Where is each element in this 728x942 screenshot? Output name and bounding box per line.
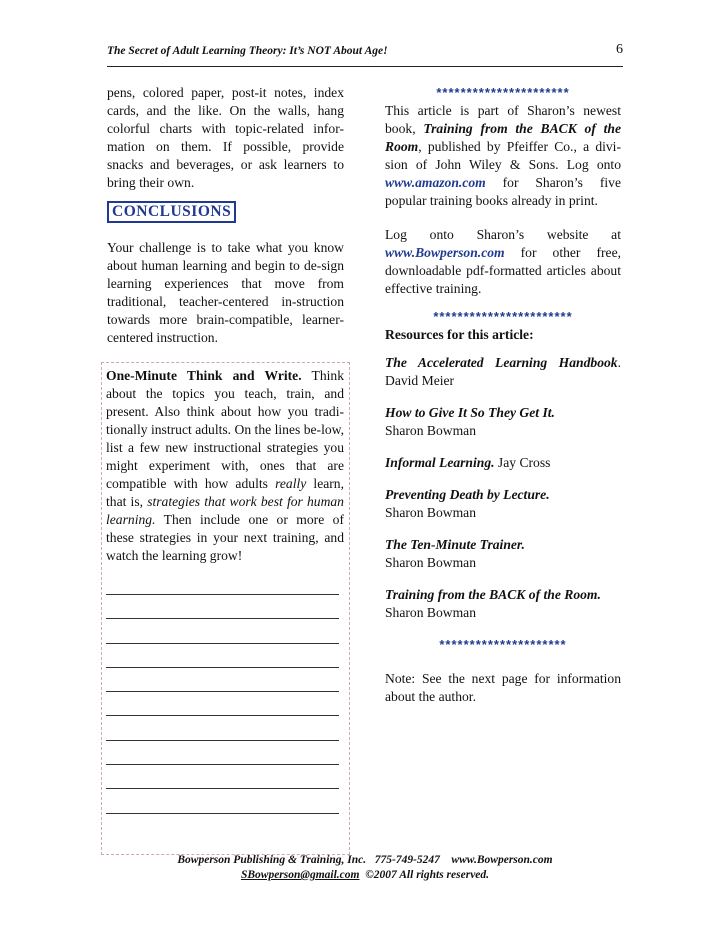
writing-line[interactable] (106, 668, 339, 692)
resource-title: The Ten-Minute Trainer. (385, 537, 525, 552)
resource-item (385, 404, 621, 440)
footer-line-1: Bowperson Publishing & Training, Inc. 775-749-5247 www.Bowperson.com (177, 854, 553, 866)
conclusions-heading-text: CONCLUSIONS (112, 203, 232, 220)
resources-heading: Resources for this article: (385, 327, 534, 342)
writing-line[interactable] (106, 619, 339, 643)
resource-item: The Accelerated Learning Handbook. David Meier (385, 355, 621, 388)
writing-line[interactable] (106, 595, 339, 619)
writing-line[interactable] (106, 644, 339, 668)
resource-author: David Meier (385, 373, 455, 388)
star-divider: ********************** (436, 85, 570, 100)
intro-paragraph: pens, colored paper, post-it notes, index cards, and the like. On the walls, hang colorful charts with topic-related infor-mation on them. If possible, provide snacks and beverages, or ask learners to bring their own. (107, 85, 344, 190)
resource-title: Training from the BACK of the Room. (385, 587, 601, 602)
note-paragraph: Note: See the next page for information about the author. (385, 671, 621, 704)
resource-item (385, 586, 621, 622)
resource-author: Sharon Bowman (385, 605, 476, 620)
conclusions-heading (107, 201, 236, 223)
left-column (107, 84, 344, 855)
writing-line[interactable] (106, 765, 339, 789)
star-divider: ********************* (439, 637, 567, 652)
page-number: 6 (616, 42, 623, 57)
about-paragraph: This article is part of Sharon’s newest book, Training from the BACK of the Room, published by Pfeiffer Co., a divi-sion of John Wiley & Sons. Log onto www.amazon.com for Sharon’s five popular training books already in print. (385, 103, 621, 208)
header-title: The Secret of Adult Learning Theory: It’s NOT About Age! (107, 45, 388, 57)
footer-line-2: SBowperson@gmail.com ©2007 All rights reserved. (240, 869, 490, 881)
footer-email-link[interactable]: SBowperson@gmail.com (240, 869, 360, 881)
page-header (107, 42, 623, 62)
resource-author: Sharon Bowman (385, 555, 476, 570)
writing-line[interactable] (106, 789, 339, 813)
resource-item (385, 486, 621, 522)
exercise-text: One-Minute Think and Write. Think about the topics you teach, train, and present. Also think about how you tradi-tionally instruct adults. On the lines be-low, list a few new instructional strategies you might experiment with, ones that are compatible with how adults really learn, that is, strategies that work best for human learning. Then include one or more of these strategies in your next training, and watch the learning grow! (106, 368, 345, 563)
writing-lines (106, 575, 344, 844)
amazon-link[interactable]: www.amazon.com (385, 175, 486, 190)
website-paragraph: Log onto Sharon’s website at www.Bowperson.com for other free, downloadable pdf-formatted articles about effective training. (385, 227, 621, 296)
writing-line[interactable] (106, 716, 339, 740)
book-title: Training from the BACK of the Room (385, 121, 621, 154)
exercise-box (101, 362, 350, 855)
page-footer (107, 853, 623, 883)
resource-item (385, 536, 621, 572)
resource-title: The Accelerated Learning Handbook (385, 355, 618, 370)
header-rule (107, 66, 623, 67)
writing-line[interactable] (106, 575, 339, 595)
conclusion-paragraph: Your challenge is to take what you know about human learning and begin to de-sign learning experiences that move from traditional, teacher-centered in-struction towards more brain-compatible, learner-centered instruction. (107, 240, 344, 345)
resource-author: Sharon Bowman (385, 423, 476, 438)
resource-item: Informal Learning. Jay Cross (385, 455, 551, 470)
right-column (385, 84, 621, 706)
resources-list (385, 354, 621, 622)
exercise-title: One-Minute Think and Write. (106, 368, 302, 383)
writing-line[interactable] (106, 692, 339, 716)
resource-title: How to Give It So They Get It. (385, 405, 555, 420)
writing-line[interactable] (106, 741, 339, 765)
bowperson-link[interactable]: www.Bowperson.com (385, 245, 505, 260)
resource-author: Sharon Bowman (385, 505, 476, 520)
star-divider: *********************** (433, 309, 573, 324)
resource-title: Informal Learning. (385, 455, 495, 470)
resource-title: Preventing Death by Lecture. (385, 487, 550, 502)
